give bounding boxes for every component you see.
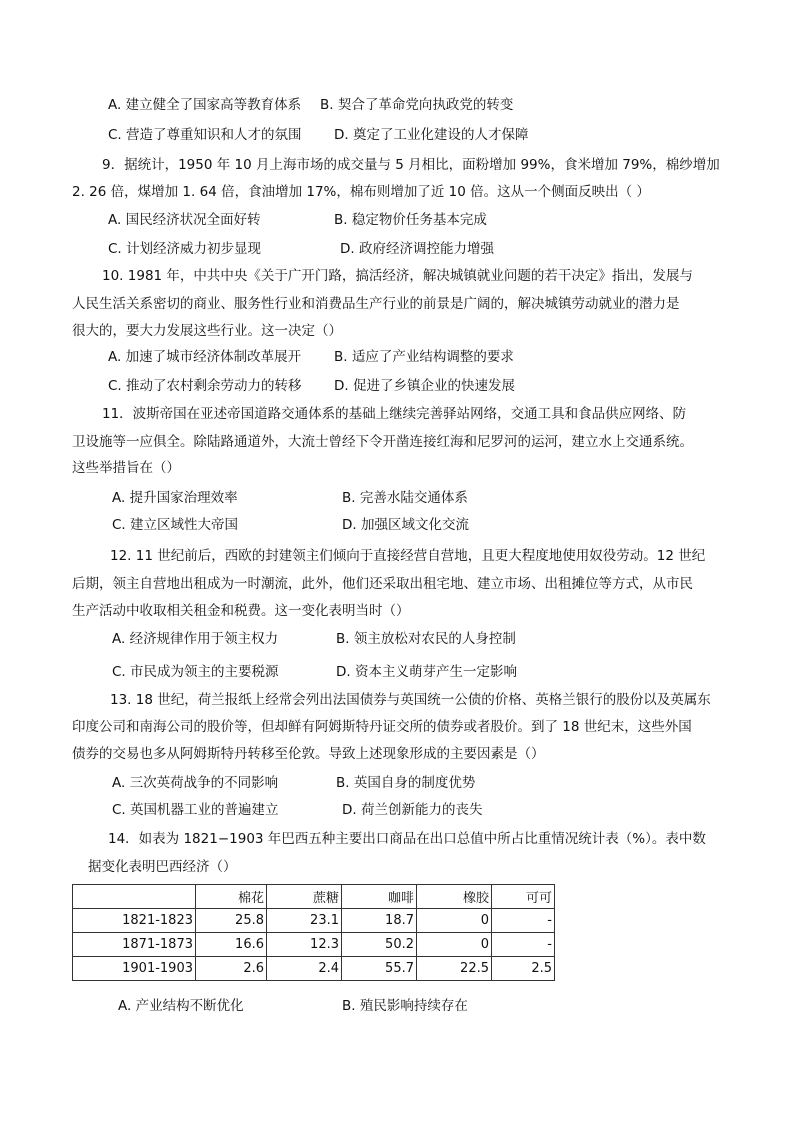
q9-stem-line1: 9．据统计，1950 年 10 月上海市场的成交量与 5 月相比，面粉增加 99%，食米增加 79%，棉纱增加 xyxy=(102,157,720,173)
q11-option-c: C. 建立区域性大帝国 xyxy=(112,517,239,533)
q9-option-d: D. 政府经济调控能力增强 xyxy=(340,241,494,257)
q8-option-d: D. 奠定了工业化建设的人才保障 xyxy=(334,127,529,143)
table-cell: 50.2 xyxy=(342,933,417,957)
q14-stem-line1: 14．如表为 1821−1903 年巴西五种主要出口商品在出口总值中所占比重情况统计表（%）。表中数 xyxy=(108,831,706,847)
q11-option-d: D. 加强区域文化交流 xyxy=(342,517,469,533)
q13-option-b: B. 英国自身的制度优势 xyxy=(336,775,476,791)
table-cell: 2.4 xyxy=(267,957,342,981)
table-cell: 2.5 xyxy=(492,957,555,981)
q14-option-a: A. 产业结构不断优化 xyxy=(118,998,244,1014)
table-cell: 23.1 xyxy=(267,909,342,933)
table-cell: 25.8 xyxy=(196,909,267,933)
table-row xyxy=(73,957,555,981)
q12-option-b: B. 领主放松对农民的人身控制 xyxy=(336,631,516,647)
table-cell: 12.3 xyxy=(267,933,342,957)
q13-option-d: D. 荷兰创新能力的丧失 xyxy=(342,802,483,818)
table-row xyxy=(73,909,555,933)
q14-stem-line2: 据变化表明巴西经济（） xyxy=(88,859,237,875)
q12-stem-line3: 生产活动中收取相关租金和税费。这一变化表明当时（） xyxy=(72,603,410,619)
q12-option-d: D. 资本主义萌芽产生一定影响 xyxy=(336,664,517,680)
table-cell: 55.7 xyxy=(342,957,417,981)
table-cell: 16.6 xyxy=(196,933,267,957)
table-cell: - xyxy=(492,909,555,933)
q9-stem-line2: 2. 26 倍，煤增加 1. 64 倍，食油增加 17%，棉布则增加了近 10 倍。这从一个侧面反映出（ ） xyxy=(72,184,650,200)
table-header-row xyxy=(73,885,555,909)
q13-stem-line1: 13. 18 世纪，荷兰报纸上经常会列出法国债券与英国统一公债的价格、英格兰银行的股份以及英属东 xyxy=(110,692,711,708)
q11-option-b: B. 完善水陆交通体系 xyxy=(342,490,468,506)
q10-option-a: A. 加速了城市经济体制改革展开 xyxy=(108,349,302,365)
q8-option-c: C. 营造了尊重知识和人才的氛围 xyxy=(108,127,302,143)
table-cell: 0 xyxy=(417,909,492,933)
q11-stem-line2: 卫设施等一应俱全。除陆路通道外，大流士曾经下令开凿连接红海和尼罗河的运河，建立水上交通系统。 xyxy=(72,434,693,450)
q10-option-b: B. 适应了产业结构调整的要求 xyxy=(334,349,514,365)
table-header-cell: 可可 xyxy=(492,885,555,909)
q9-option-a: A. 国民经济状况全面好转 xyxy=(108,212,261,228)
q11-option-a: A. 提升国家治理效率 xyxy=(112,490,238,506)
q13-stem-line3: 债券的交易也多从阿姆斯特丹转移至伦敦。导致上述现象形成的主要因素是（） xyxy=(72,746,545,762)
q12-stem-line2: 后期，领主自营地出租成为一时潮流，此外，他们还采取出租宅地、建立市场、出租摊位等方式，从市民 xyxy=(72,576,693,592)
q9-option-c: C. 计划经济威力初步显现 xyxy=(108,241,262,257)
q13-option-c: C. 英国机器工业的普遍建立 xyxy=(112,802,279,818)
q10-stem-line1: 10. 1981 年，中共中央《关于广开门路，搞活经济，解决城镇就业问题的若干决定》指出，发展与 xyxy=(102,268,693,284)
table-header-cell: 棉花 xyxy=(196,885,267,909)
q14-option-b: B. 殖民影响持续存在 xyxy=(342,998,468,1014)
q12-option-a: A. 经济规律作用于领主权力 xyxy=(112,631,279,647)
table-cell-period: 1901-1903 xyxy=(73,957,196,981)
q13-stem-line2: 印度公司和南海公司的股价等，但却鲜有阿姆斯特丹证交所的债券或者股价。到了 18 世纪末，这些外国 xyxy=(72,719,692,735)
q10-stem-line2: 人民生活关系密切的商业、服务性行业和消费品生产行业的前景是广阔的，解决城镇劳动就业的潜力是 xyxy=(72,296,680,312)
q10-option-d: D. 促进了乡镇企业的快速发展 xyxy=(334,378,515,394)
table-cell: 22.5 xyxy=(417,957,492,981)
q8-option-b: B. 契合了革命党向执政党的转变 xyxy=(320,97,514,113)
table-cell-period: 1871-1873 xyxy=(73,933,196,957)
q9-option-b: B. 稳定物价任务基本完成 xyxy=(334,212,487,228)
table-cell: 2.6 xyxy=(196,957,267,981)
table-header-cell: 蔗糖 xyxy=(267,885,342,909)
q11-stem-line3: 这些举措旨在（） xyxy=(72,460,180,476)
export-share-table xyxy=(72,884,555,981)
q12-stem-line1: 12. 11 世纪前后，西欧的封建领主们倾向于直接经营自营地，且更大程度地使用奴役劳动。12 世纪 xyxy=(110,548,706,564)
table-cell: 0 xyxy=(417,933,492,957)
table-cell: - xyxy=(492,933,555,957)
table-cell-period: 1821-1823 xyxy=(73,909,196,933)
table-row xyxy=(73,933,555,957)
table-header-cell: 橡胶 xyxy=(417,885,492,909)
q12-option-c: C. 市民成为领主的主要税源 xyxy=(112,664,279,680)
q13-option-a: A. 三次英荷战争的不同影响 xyxy=(112,775,279,791)
table-header-cell xyxy=(73,885,196,909)
q10-stem-line3: 很大的，要大力发展这些行业。这一决定（） xyxy=(72,323,342,339)
q8-option-a: A. 建立健全了国家高等教育体系 xyxy=(108,97,302,113)
q11-stem-line1: 11．波斯帝国在亚述帝国道路交通体系的基础上继续完善驿站网络，交通工具和食品供应网络、防 xyxy=(102,406,687,422)
table-header-cell: 咖啡 xyxy=(342,885,417,909)
q10-option-c: C. 推动了农村剩余劳动力的转移 xyxy=(108,378,302,394)
table-cell: 18.7 xyxy=(342,909,417,933)
